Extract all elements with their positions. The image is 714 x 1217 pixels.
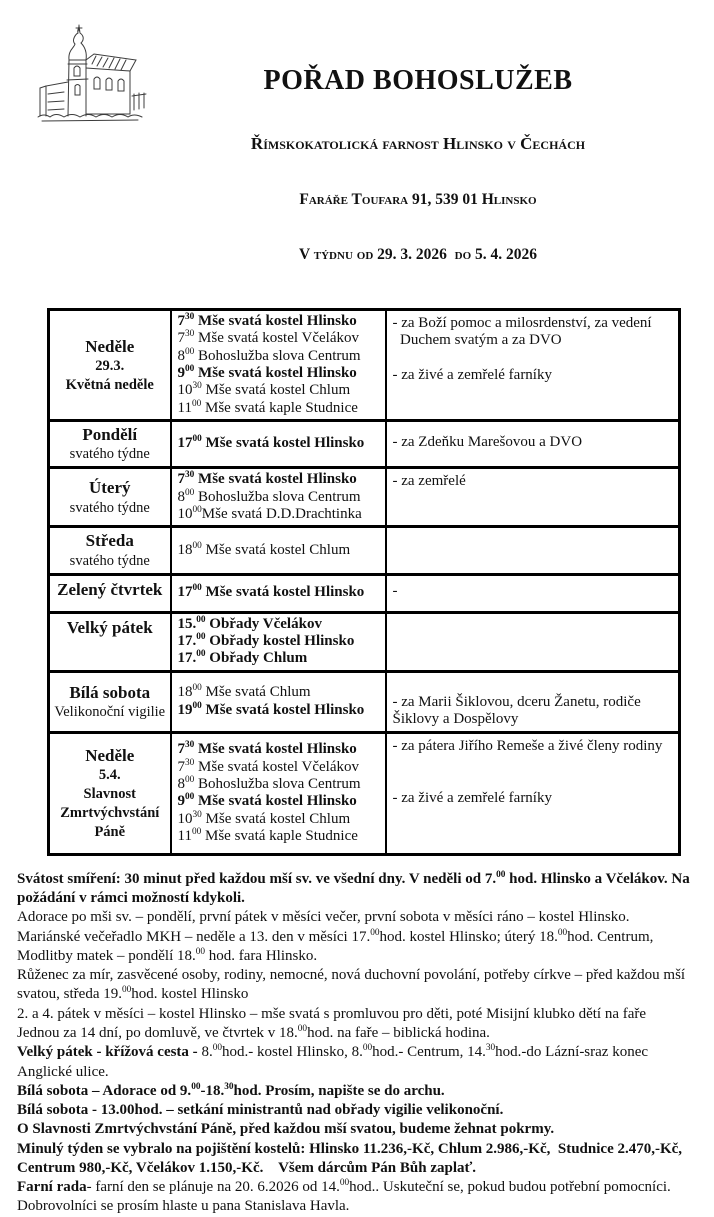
document-header	[34, 24, 686, 301]
day-label: 5.4.	[98, 767, 121, 784]
announcement-paragraph: Velký pátek - křížová cesta - 8.00hod.- kostel Hlinsko, 8.00hod.- Centrum, 14.30hod.-do Lázní-sraz konec Anglické ulice.	[17, 1043, 651, 1080]
day-label: Květná neděle	[65, 376, 154, 393]
announcement-paragraph: Bílá sobota - 13.00hod. – setkání ministrantů nad obřady vigilie velikonoční.	[17, 1102, 504, 1119]
table-row	[49, 309, 680, 420]
service-line: $11^{00}$ Mše svatá kaple Studnice	[177, 398, 358, 416]
intention-line	[393, 350, 675, 367]
service-line: $7^{30}$ Mše svatá kostel Hlinsko	[177, 470, 357, 488]
services-cell	[171, 421, 386, 468]
day-cell	[49, 612, 171, 671]
service-line: $8^{00}$ Bohoslužba slova Centrum	[177, 487, 361, 505]
day-label: svatého týdne	[69, 552, 150, 569]
day-label: Středa	[85, 531, 134, 551]
intention-line: - za Boží pomoc a milosrdenství, za vedení	[392, 314, 652, 331]
week-range: V týdnu od 29. 3. 2026 do 5. 4. 2026	[298, 246, 538, 264]
announcement-paragraph: 2. a 4. pátek v měsíci – kostel Hlinsko – mše svatá s promluvou pro děti, poté Misijní klubko dětí na faře	[17, 1005, 647, 1022]
day-label: Velký pátek	[66, 617, 153, 637]
intentions-cell	[386, 421, 680, 468]
day-label: Bílá sobota	[69, 682, 151, 702]
service-line: 15.00 Obřady Včelákov	[177, 614, 322, 632]
services-cell	[171, 574, 386, 612]
intentions-cell	[386, 468, 680, 527]
day-label: Neděle	[85, 746, 135, 766]
church-sketch-logo	[34, 24, 150, 126]
day-cell	[49, 574, 171, 612]
announcement-paragraph: Jednou za 14 dní, po domluvě, ve čtvrtek v 18.00hod. na faře – biblická hodina.	[17, 1023, 490, 1041]
announcement-paragraph: Farní rada- farní den se plánuje na 20. 6.2026 od 14.00hod.. Uskuteční se, pokud budou potřební pomocníci. Dobrovolníci se prosím hlaste u pana Stanislava Havla.	[17, 1178, 675, 1215]
intentions-cell	[386, 574, 680, 612]
intention-line: Duchem svatým a za DVO	[392, 332, 562, 349]
services-cell	[171, 468, 386, 527]
day-label: Zmrtvýchvstání	[60, 804, 160, 821]
service-line: $10^{00}Mše$ svatá D.D.Drachtinka	[177, 505, 362, 523]
day-cell	[49, 732, 171, 854]
intention-line: -	[392, 583, 398, 600]
table-row	[49, 671, 680, 732]
intention-line: - za Zdeňku Marešovou a DVO	[392, 434, 583, 451]
day-label: Slavnost	[83, 786, 136, 803]
table-row	[49, 574, 680, 612]
day-cell	[49, 527, 171, 574]
parish-name: Římskokatolická farnost Hlinsko v Čechách	[250, 133, 586, 153]
service-line: 17.00 Obřady Chlum	[177, 649, 308, 667]
table-row	[49, 468, 680, 527]
day-cell	[49, 309, 171, 420]
intention-line	[393, 773, 675, 790]
services-cell	[171, 671, 386, 732]
service-line: $8^{00}$ Bohoslužba slova Centrum	[177, 346, 361, 364]
services-cell	[171, 527, 386, 574]
day-cell	[49, 468, 171, 527]
service-line: $18^{00}$ Mše svatá kostel Chlum	[177, 540, 351, 558]
schedule-table	[47, 308, 681, 856]
day-label: Páně	[94, 823, 126, 840]
intention-line: - za pátera Jiřího Remeše a živé členy rodiny	[392, 737, 663, 754]
day-label: svatého týdne	[69, 446, 150, 463]
day-label: Neděle	[85, 336, 135, 356]
intention-line	[393, 677, 675, 694]
parish-address: Faráře Toufara 91, 539 01 Hlinsko	[299, 191, 537, 209]
intention-line: - za živé a zemřelé farníky	[392, 366, 552, 383]
schedule-body	[49, 309, 680, 854]
service-line: $9^{00}$ Mše svatá kostel Hlinsko	[177, 792, 357, 810]
service-line: $18^{00}$ Mše svatá Chlum	[177, 683, 311, 701]
service-line: $8^{00}$ Bohoslužba slova Centrum	[177, 774, 361, 792]
service-line: $10^{30}$ Mše svatá kostel Chlum	[177, 809, 351, 827]
service-line: $17^{00}$ Mše svatá kostel Hlinsko	[177, 583, 365, 601]
church-sketch-icon	[34, 24, 150, 126]
intentions-cell	[386, 527, 680, 574]
day-label: 29.3.	[95, 357, 125, 374]
intentions-cell	[386, 732, 680, 854]
page-title: POŘAD BOHOSLUŽEB	[263, 65, 573, 96]
service-line: $17^{00}$ Mše svatá kostel Hlinsko	[177, 434, 365, 452]
intention-line	[393, 755, 675, 772]
day-cell	[49, 421, 171, 468]
service-line: 17.00 Obřady kostel Hlinsko	[177, 631, 355, 649]
service-line: $7^{30}$ Mše svatá kostel Včelákov	[177, 757, 359, 775]
announcement-paragraph: Minulý týden se vybralo na pojištění kostelů: Hlinsko 11.236,-Kč, Chlum 2.986,-Kč, Studnice 2.470,-Kč, Centrum 980,-Kč, Včelákov 1.150,-Kč. Všem dárcům Pán Bůh zaplať.	[17, 1140, 686, 1176]
announcement-paragraph: Mariánské večeřadlo MKH – neděle a 13. den v měsíci 17.00hod. kostel Hlinsko; úterý 18.00hod. Centrum, Modlitby matek – pondělí 18.00 hod. fara Hlinsko.	[17, 927, 658, 964]
intention-line: - za živé a zemřelé farníky	[392, 790, 552, 807]
announcement-paragraph: Adorace po mši sv. – pondělí, první pátek v měsíci večer, první sobota v měsíci ráno – kostel Hlinsko.	[17, 909, 630, 926]
announcement-paragraph: Bílá sobota – Adorace od 9.00-18.30hod. Prosím, napište se do archu.	[17, 1081, 445, 1099]
intentions-cell	[386, 309, 680, 420]
services-cell	[171, 612, 386, 671]
service-line: $11^{00}$ Mše svatá kaple Studnice	[177, 827, 358, 845]
table-row	[49, 421, 680, 468]
service-line: $10^{30}$ Mše svatá kostel Chlum	[177, 381, 351, 399]
services-cell	[171, 309, 386, 420]
service-line: $7^{30}$ Mše svatá kostel Hlinsko	[177, 740, 357, 758]
table-row	[49, 527, 680, 574]
service-line: $9^{00}$ Mše svatá kostel Hlinsko	[177, 363, 357, 381]
header-text-block	[150, 24, 686, 301]
service-line: $7^{30}$ Mše svatá kostel Hlinsko	[177, 311, 357, 329]
service-line: $19^{00}$ Mše svatá kostel Hlinsko	[177, 700, 365, 718]
day-label: Úterý	[88, 478, 131, 498]
announcements-section	[17, 870, 700, 1217]
intention-line: Šiklovy a Dospělovy	[392, 711, 519, 728]
announcement-paragraph: Růženec za mír, zasvěcené osoby, rodiny, nemocné, nová duchovní povolání, potřeby církve – před každou mší svatou, středa 19.00hod. kostel Hlinsko	[17, 967, 689, 1003]
intentions-cell	[386, 612, 680, 671]
intention-line: - za zemřelé	[392, 473, 466, 490]
day-label: svatého týdne	[69, 499, 150, 516]
table-row	[49, 612, 680, 671]
day-cell	[49, 671, 171, 732]
intentions-cell	[386, 671, 680, 732]
day-label: Zelený čtvrtek	[57, 579, 163, 599]
day-label: Pondělí	[82, 425, 138, 445]
announcement-paragraph: O Slavnosti Zmrtvýchvstání Páně, před každou mší svatou, budeme žehnat pokrmy.	[17, 1121, 555, 1138]
document-page	[0, 24, 714, 1215]
services-cell	[171, 732, 386, 854]
table-row	[49, 732, 680, 854]
announcement-paragraph: Svátost smíření: 30 minut před každou mší sv. ve všední dny. V neděli od 7.00 hod. Hlinsko a Včelákov. Na požádání v rámci možností kdykoli.	[17, 869, 694, 907]
intention-line: - za Marii Šiklovou, dceru Žanetu, rodiče	[392, 694, 641, 711]
day-label: Velikonoční vigilie	[54, 703, 166, 720]
service-line: $7^{30}$ Mše svatá kostel Včelákov	[177, 329, 359, 347]
